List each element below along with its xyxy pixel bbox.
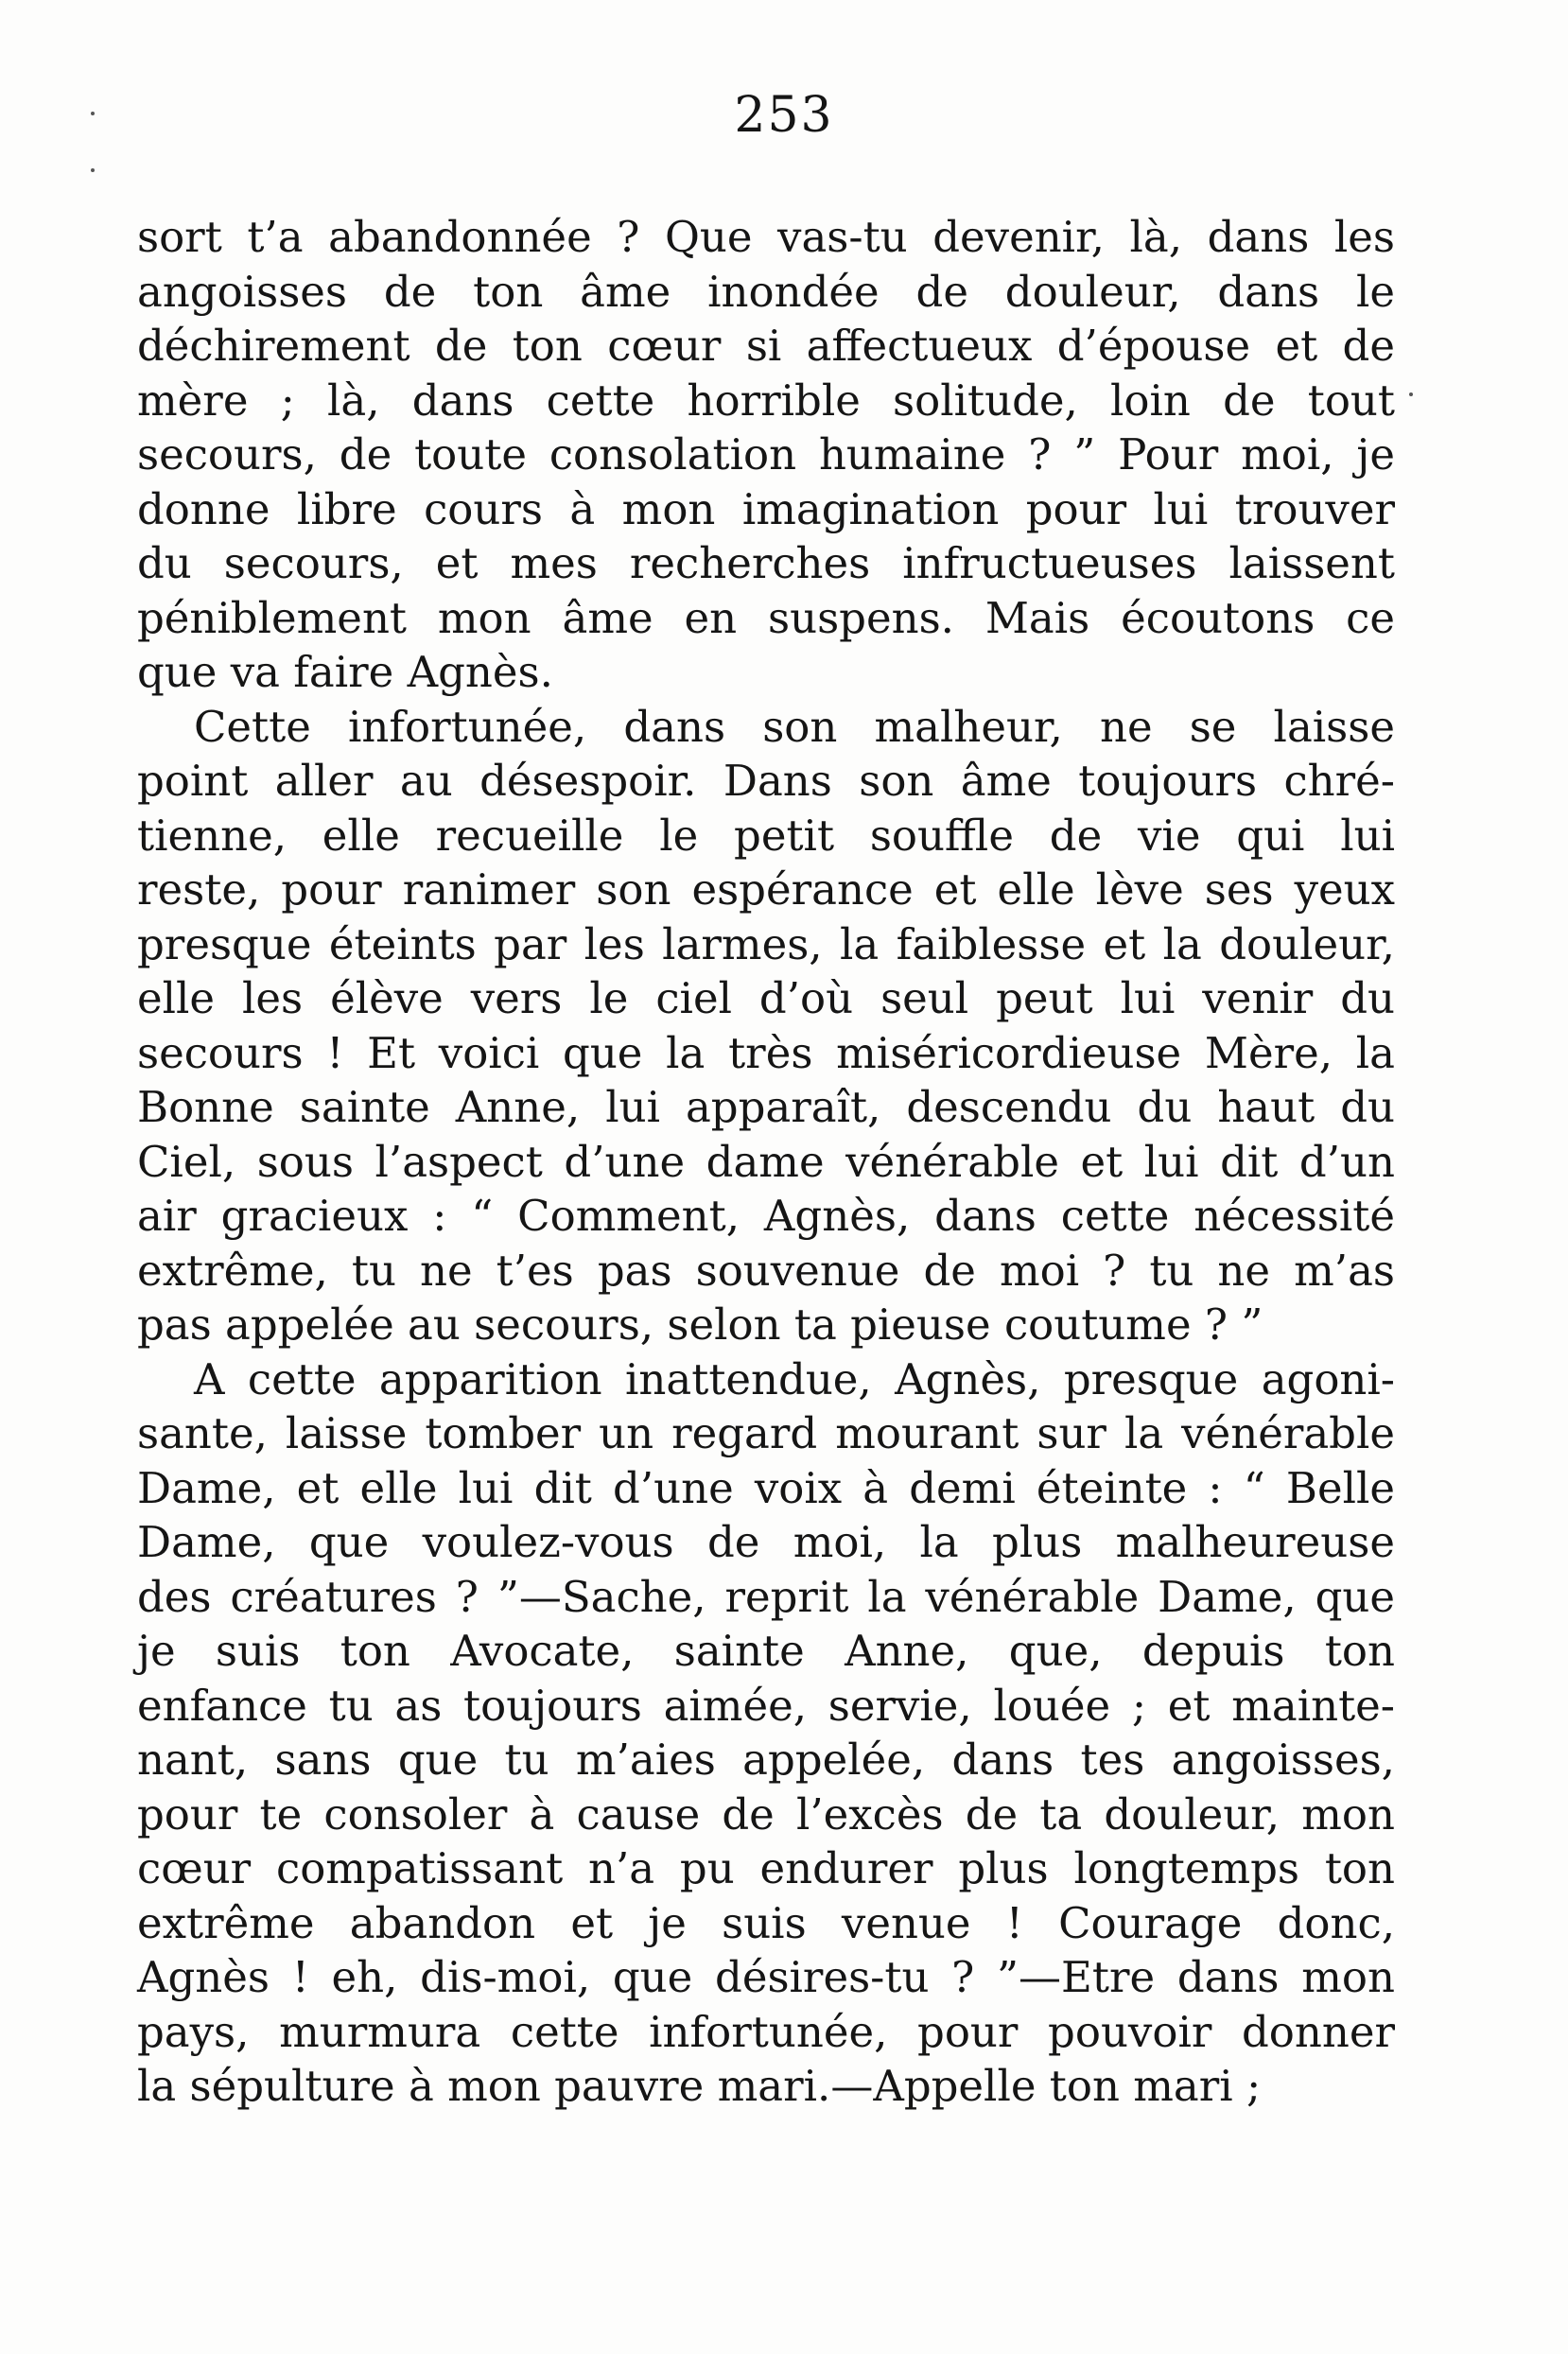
margin-speck	[1409, 392, 1413, 396]
text-line: cœur compatissant n’a pu endurer plus longtemps ton	[137, 1843, 1395, 1893]
text-line: nant, sans que tu m’aies appelée, dans tes angoisses,	[137, 1735, 1395, 1785]
text-line: sort t’a abandonnée ? Que vas-tu devenir, là, dans les	[137, 212, 1395, 262]
text-line: du secours, et mes recherches infructueuses laissent	[137, 538, 1395, 588]
text-line: extrême abandon et je suis venue ! Courage donc,	[137, 1897, 1395, 1948]
text-line: secours, de toute consolation humaine ? ” Pour moi, je	[137, 429, 1395, 480]
text-line: péniblement mon âme en suspens. Mais écoutons ce	[137, 592, 1395, 643]
text-line: Cette infortunée, dans son malheur, ne se laisse	[194, 701, 1395, 752]
text-line: Dame, que voulez-vous de moi, la plus malheureuse	[137, 1517, 1395, 1567]
text-line: Bonne sainte Anne, lui apparaît, descendu du haut du	[137, 1082, 1395, 1132]
text-line: tienne, elle recueille le petit souffle de vie qui lui	[137, 810, 1395, 861]
text-line: point aller au désespoir. Dans son âme toujours chré-	[137, 756, 1395, 806]
text-line: pas appelée au secours, selon ta pieuse coutume ? ”	[137, 1299, 1263, 1350]
text-line: extrême, tu ne t’es pas souvenue de moi ? tu ne m’as	[137, 1245, 1395, 1296]
text-line: sante, laisse tomber un regard mourant sur la vénérable	[137, 1408, 1395, 1458]
text-line: air gracieux : “ Comment, Agnès, dans cette nécessité	[137, 1191, 1395, 1241]
text-line: mère ; là, dans cette horrible solitude, loin de tout	[137, 375, 1395, 426]
page-text	[137, 210, 1395, 2114]
text-line: des créatures ? ”—Sache, reprit la vénérable Dame, que	[137, 1571, 1395, 1622]
text-line: Ciel, sous l’aspect d’une dame vénérable et lui dit d’un	[137, 1136, 1395, 1187]
text-line: pour te consoler à cause de l’excès de ta douleur, mon	[137, 1788, 1395, 1840]
page-number: 253	[734, 87, 834, 144]
text-line: secours ! Et voici que la très miséricordieuse Mère, la	[137, 1027, 1395, 1078]
margin-speck	[91, 168, 95, 172]
paragraph	[137, 700, 1395, 1352]
paragraph	[137, 210, 1395, 700]
text-line: reste, pour ranimer son espérance et elle lève ses yeux	[137, 864, 1395, 915]
text-line: donne libre cours à mon imagination pour lui trouver	[137, 483, 1395, 534]
text-line: déchirement de ton cœur si affectueux d’épouse et de	[137, 321, 1395, 371]
text-line: Dame, et elle lui dit d’une voix à demi éteinte : “ Belle	[137, 1462, 1395, 1513]
paragraph	[137, 1352, 1395, 2114]
text-line: enfance tu as toujours aimée, servie, louée ; et mainte-	[137, 1680, 1395, 1731]
text-line: A cette apparition inattendue, Agnès, presque agoni-	[194, 1353, 1395, 1404]
text-line: la sépulture à mon pauvre mari.—Appelle ton mari ;	[137, 2061, 1262, 2111]
text-line: que va faire Agnès.	[137, 647, 553, 697]
text-line: presque éteints par les larmes, la faiblesse et la douleur,	[137, 918, 1395, 969]
text-line: angoisses de ton âme inondée de douleur, dans le	[137, 266, 1395, 317]
text-line: pays, murmura cette infortunée, pour pouvoir donner	[137, 2006, 1395, 2057]
text-line: elle les élève vers le ciel d’où seul peut lui venir du	[137, 973, 1395, 1023]
text-line: Agnès ! eh, dis-moi, que désires-tu ? ”—Etre dans mon	[137, 1952, 1395, 2002]
text-line: je suis ton Avocate, sainte Anne, que, depuis ton	[137, 1626, 1395, 1676]
